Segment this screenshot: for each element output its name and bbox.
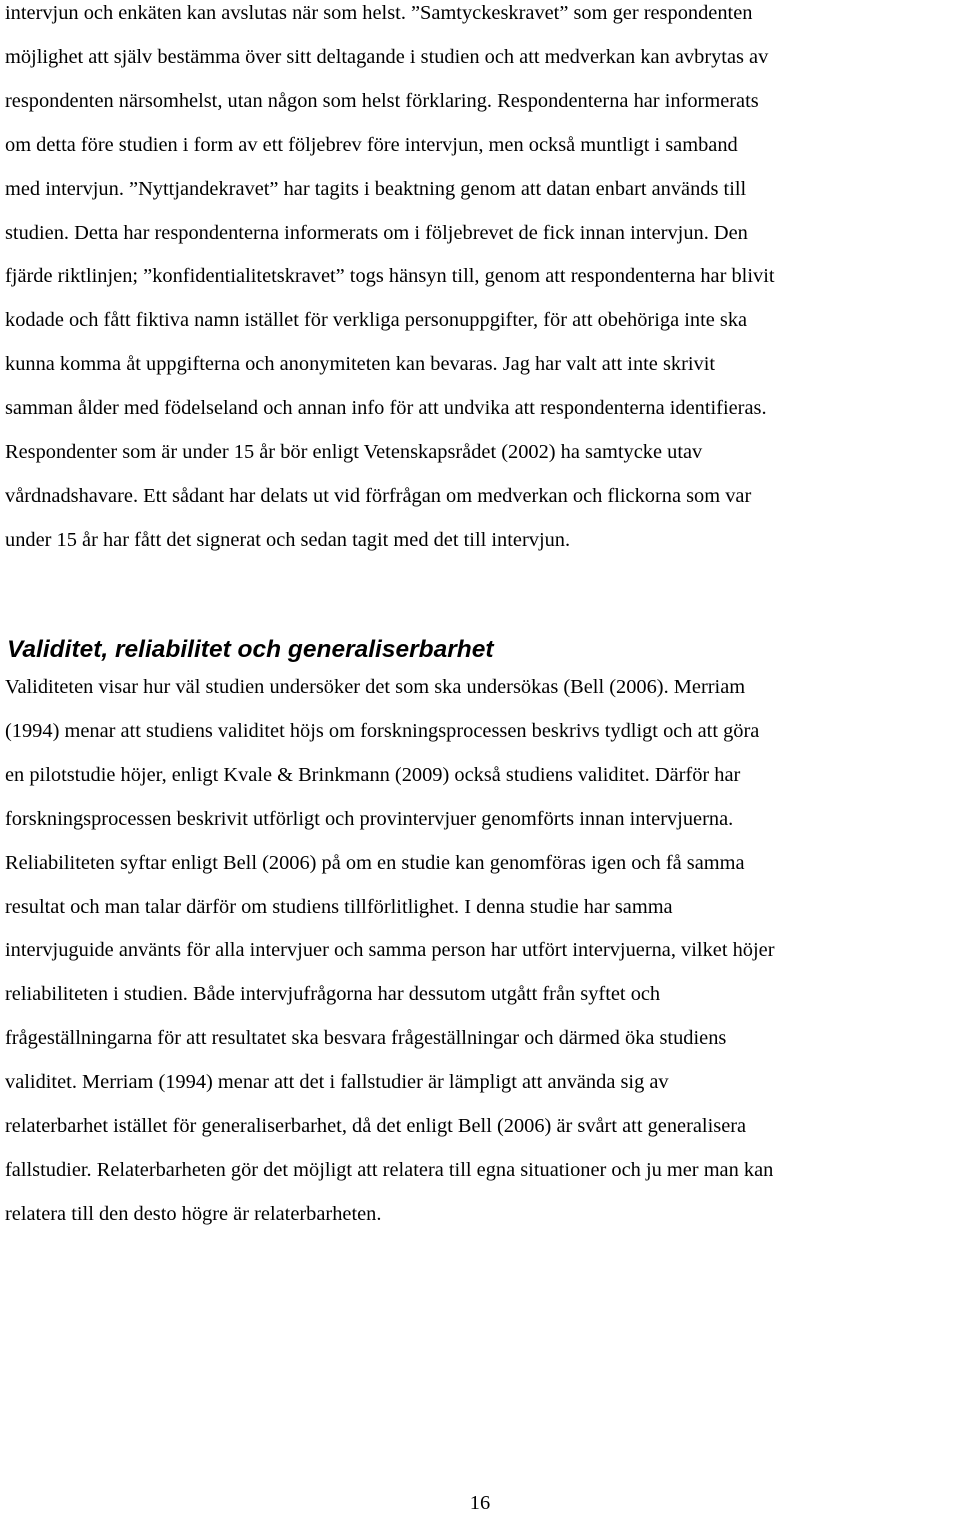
page-number: 16 xyxy=(469,1492,491,1514)
validity-paragraph: Validiteten visar hur väl studien undersöker det som ska undersökas (Bell (2006). Merriam (1994) menar att studiens validitet höjs om forskningsprocessen beskrivs tydligt och att göra en pilotstudie höjer, enligt Kvale & Brinkmann (2009) också studiens validitet. Därför har forskningsprocessen beskrivit utförligt och provintervjuer genomförts innan intervjuerna. Reliabiliteten syftar enligt Bell (2006) på om en studie kan genomföras igen och få samma resultat och man talar därför om studiens tillförlitlighet. I denna studie har samma intervjuguide använts för alla intervjuer och samma person har utfört intervjuerna, vilket höjer reliabiliteten i studien. Både intervjufrågorna har dessutom utgått från syftet och frågeställningarna för att resultatet ska besvara frågeställningar och därmed öka studiens validitet. Merriam (1994) menar att det i fallstudier är lämpligt att använda sig av relaterbarhet istället för generaliserbarhet, då det enligt Bell (2006) är svårt att generalisera fallstudier. Relaterbarheten gör det möjligt att relatera till egna situationer och ju mer man kan relatera till den desto högre är relaterbarheten. xyxy=(5,676,775,1225)
ethics-paragraph: intervjun och enkäten kan avslutas när som helst. ”Samtyckeskravet” som ger respondenten möjlighet att själv bestämma över sitt deltagande i studien och att medverkan kan avbrytas av respondenten närsomhelst, utan någon som helst förklaring. Respondenterna har informerats om detta före studien i form av ett följebrev före intervjun, men också muntligt i samband med intervjun. ”Nyttjandekravet” har tagits i beaktning genom att datan enbart används till studien. Detta har respondenterna informerats om i följebrevet de fick innan intervjun. Den fjärde riktlinjen; ”konfidentialitetskravet” togs hänsyn till, genom att respondenterna har blivit kodade och fått fiktiva namn istället för verkliga personuppgifter, för att obehöriga inte ska kunna komma åt uppgifterna och anonymiteten kan bevaras. Jag har valt att inte skrivit samman ålder med födelseland och annan info för att undvika att respondenterna identifieras. Respondenter som är under 15 år bör enligt Vetenskapsrådet (2002) ha samtycke utav vårdnadshavare. Ett sådant har delats ut vid förfrågan om medverkan och flickorna som var under 15 år har fått det signerat och sedan tagit med det till intervjun. xyxy=(5,2,775,551)
section-heading: Validitet, reliabilitet och generaliserbarhet xyxy=(7,636,494,663)
